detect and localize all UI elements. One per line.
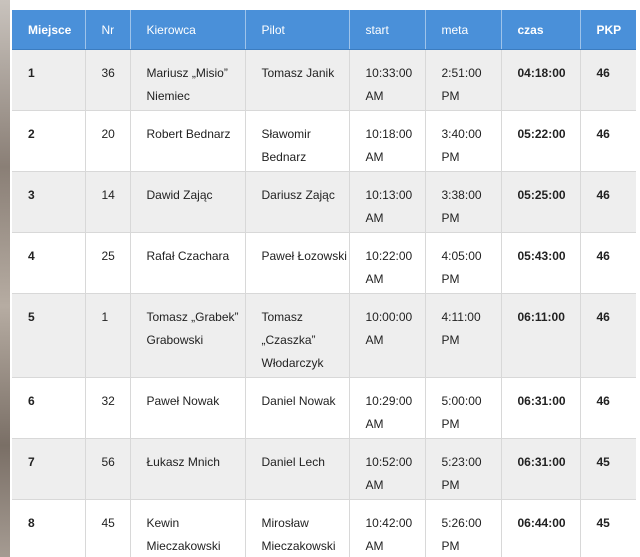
cell-start: 10:13:00 AM xyxy=(349,172,425,233)
cell-pkp: 46 xyxy=(580,50,636,111)
cell-start: 10:42:00 AM xyxy=(349,500,425,557)
cell-meta: 5:00:00 PM xyxy=(425,378,501,439)
cell-meta: 3:38:00 PM xyxy=(425,172,501,233)
cell-miejsce: 1 xyxy=(12,50,85,111)
table-row xyxy=(12,50,636,111)
cell-czas: 05:43:00 xyxy=(501,233,580,294)
cell-meta: 5:23:00 PM xyxy=(425,439,501,500)
table-row xyxy=(12,378,636,439)
cell-czas: 06:44:00 xyxy=(501,500,580,557)
cell-nr: 14 xyxy=(85,172,130,233)
cell-miejsce: 4 xyxy=(12,233,85,294)
cell-meta: 5:26:00 PM xyxy=(425,500,501,557)
cell-kierowca: Robert Bednarz xyxy=(130,111,245,172)
cell-kierowca: Kewin Mieczakowski xyxy=(130,500,245,557)
table-row xyxy=(12,294,636,378)
cell-pkp: 46 xyxy=(580,233,636,294)
cell-start: 10:22:00 AM xyxy=(349,233,425,294)
column-header-nr[interactable]: Nr xyxy=(85,10,130,50)
cell-pilot: Daniel Lech xyxy=(245,439,349,500)
cell-miejsce: 7 xyxy=(12,439,85,500)
cell-miejsce: 5 xyxy=(12,294,85,378)
cell-pilot: Paweł Łozowski xyxy=(245,233,349,294)
cell-pilot: Sławomir Bednarz xyxy=(245,111,349,172)
cell-start: 10:18:00 AM xyxy=(349,111,425,172)
cell-nr: 56 xyxy=(85,439,130,500)
cell-start: 10:52:00 AM xyxy=(349,439,425,500)
cell-pilot: Tomasz Janik xyxy=(245,50,349,111)
cell-start: 10:33:00 AM xyxy=(349,50,425,111)
column-header-pilot[interactable]: Pilot xyxy=(245,10,349,50)
column-header-kierowca[interactable]: Kierowca xyxy=(130,10,245,50)
table-row xyxy=(12,233,636,294)
cell-pkp: 45 xyxy=(580,439,636,500)
cell-kierowca: Dawid Zając xyxy=(130,172,245,233)
cell-pkp: 46 xyxy=(580,111,636,172)
cell-miejsce: 3 xyxy=(12,172,85,233)
table-row xyxy=(12,439,636,500)
cell-meta: 3:40:00 PM xyxy=(425,111,501,172)
cell-miejsce: 8 xyxy=(12,500,85,557)
column-header-pkp[interactable]: PKP xyxy=(580,10,636,50)
cell-pkp: 45 xyxy=(580,500,636,557)
cell-czas: 05:25:00 xyxy=(501,172,580,233)
cell-kierowca: Tomasz „Grabek” Grabowski xyxy=(130,294,245,378)
cell-pilot: Dariusz Zając xyxy=(245,172,349,233)
cell-pkp: 46 xyxy=(580,172,636,233)
table-row xyxy=(12,111,636,172)
results-table xyxy=(12,10,636,557)
table-header-row xyxy=(12,10,636,50)
cell-pilot: Daniel Nowak xyxy=(245,378,349,439)
cell-nr: 36 xyxy=(85,50,130,111)
cell-nr: 1 xyxy=(85,294,130,378)
cell-kierowca: Łukasz Mnich xyxy=(130,439,245,500)
column-header-meta[interactable]: meta xyxy=(425,10,501,50)
results-panel xyxy=(10,0,640,557)
column-header-czas[interactable]: czas xyxy=(501,10,580,50)
cell-czas: 05:22:00 xyxy=(501,111,580,172)
cell-nr: 32 xyxy=(85,378,130,439)
cell-meta: 4:05:00 PM xyxy=(425,233,501,294)
cell-nr: 20 xyxy=(85,111,130,172)
column-header-miejsce[interactable]: Miejsce xyxy=(12,10,85,50)
cell-nr: 45 xyxy=(85,500,130,557)
cell-meta: 2:51:00 PM xyxy=(425,50,501,111)
cell-kierowca: Mariusz „Misio” Niemiec xyxy=(130,50,245,111)
cell-kierowca: Paweł Nowak xyxy=(130,378,245,439)
cell-pkp: 46 xyxy=(580,294,636,378)
cell-start: 10:29:00 AM xyxy=(349,378,425,439)
cell-pilot: Tomasz „Czaszka” Włodarczyk xyxy=(245,294,349,378)
cell-pkp: 46 xyxy=(580,378,636,439)
cell-czas: 06:31:00 xyxy=(501,378,580,439)
cell-czas: 04:18:00 xyxy=(501,50,580,111)
cell-meta: 4:11:00 PM xyxy=(425,294,501,378)
cell-nr: 25 xyxy=(85,233,130,294)
background-photo-strip xyxy=(0,0,10,557)
column-header-start[interactable]: start xyxy=(349,10,425,50)
cell-czas: 06:31:00 xyxy=(501,439,580,500)
cell-pilot: Mirosław Mieczakowski xyxy=(245,500,349,557)
cell-start: 10:00:00 AM xyxy=(349,294,425,378)
cell-kierowca: Rafał Czachara xyxy=(130,233,245,294)
cell-czas: 06:11:00 xyxy=(501,294,580,378)
table-row xyxy=(12,500,636,557)
table-row xyxy=(12,172,636,233)
cell-miejsce: 2 xyxy=(12,111,85,172)
cell-miejsce: 6 xyxy=(12,378,85,439)
